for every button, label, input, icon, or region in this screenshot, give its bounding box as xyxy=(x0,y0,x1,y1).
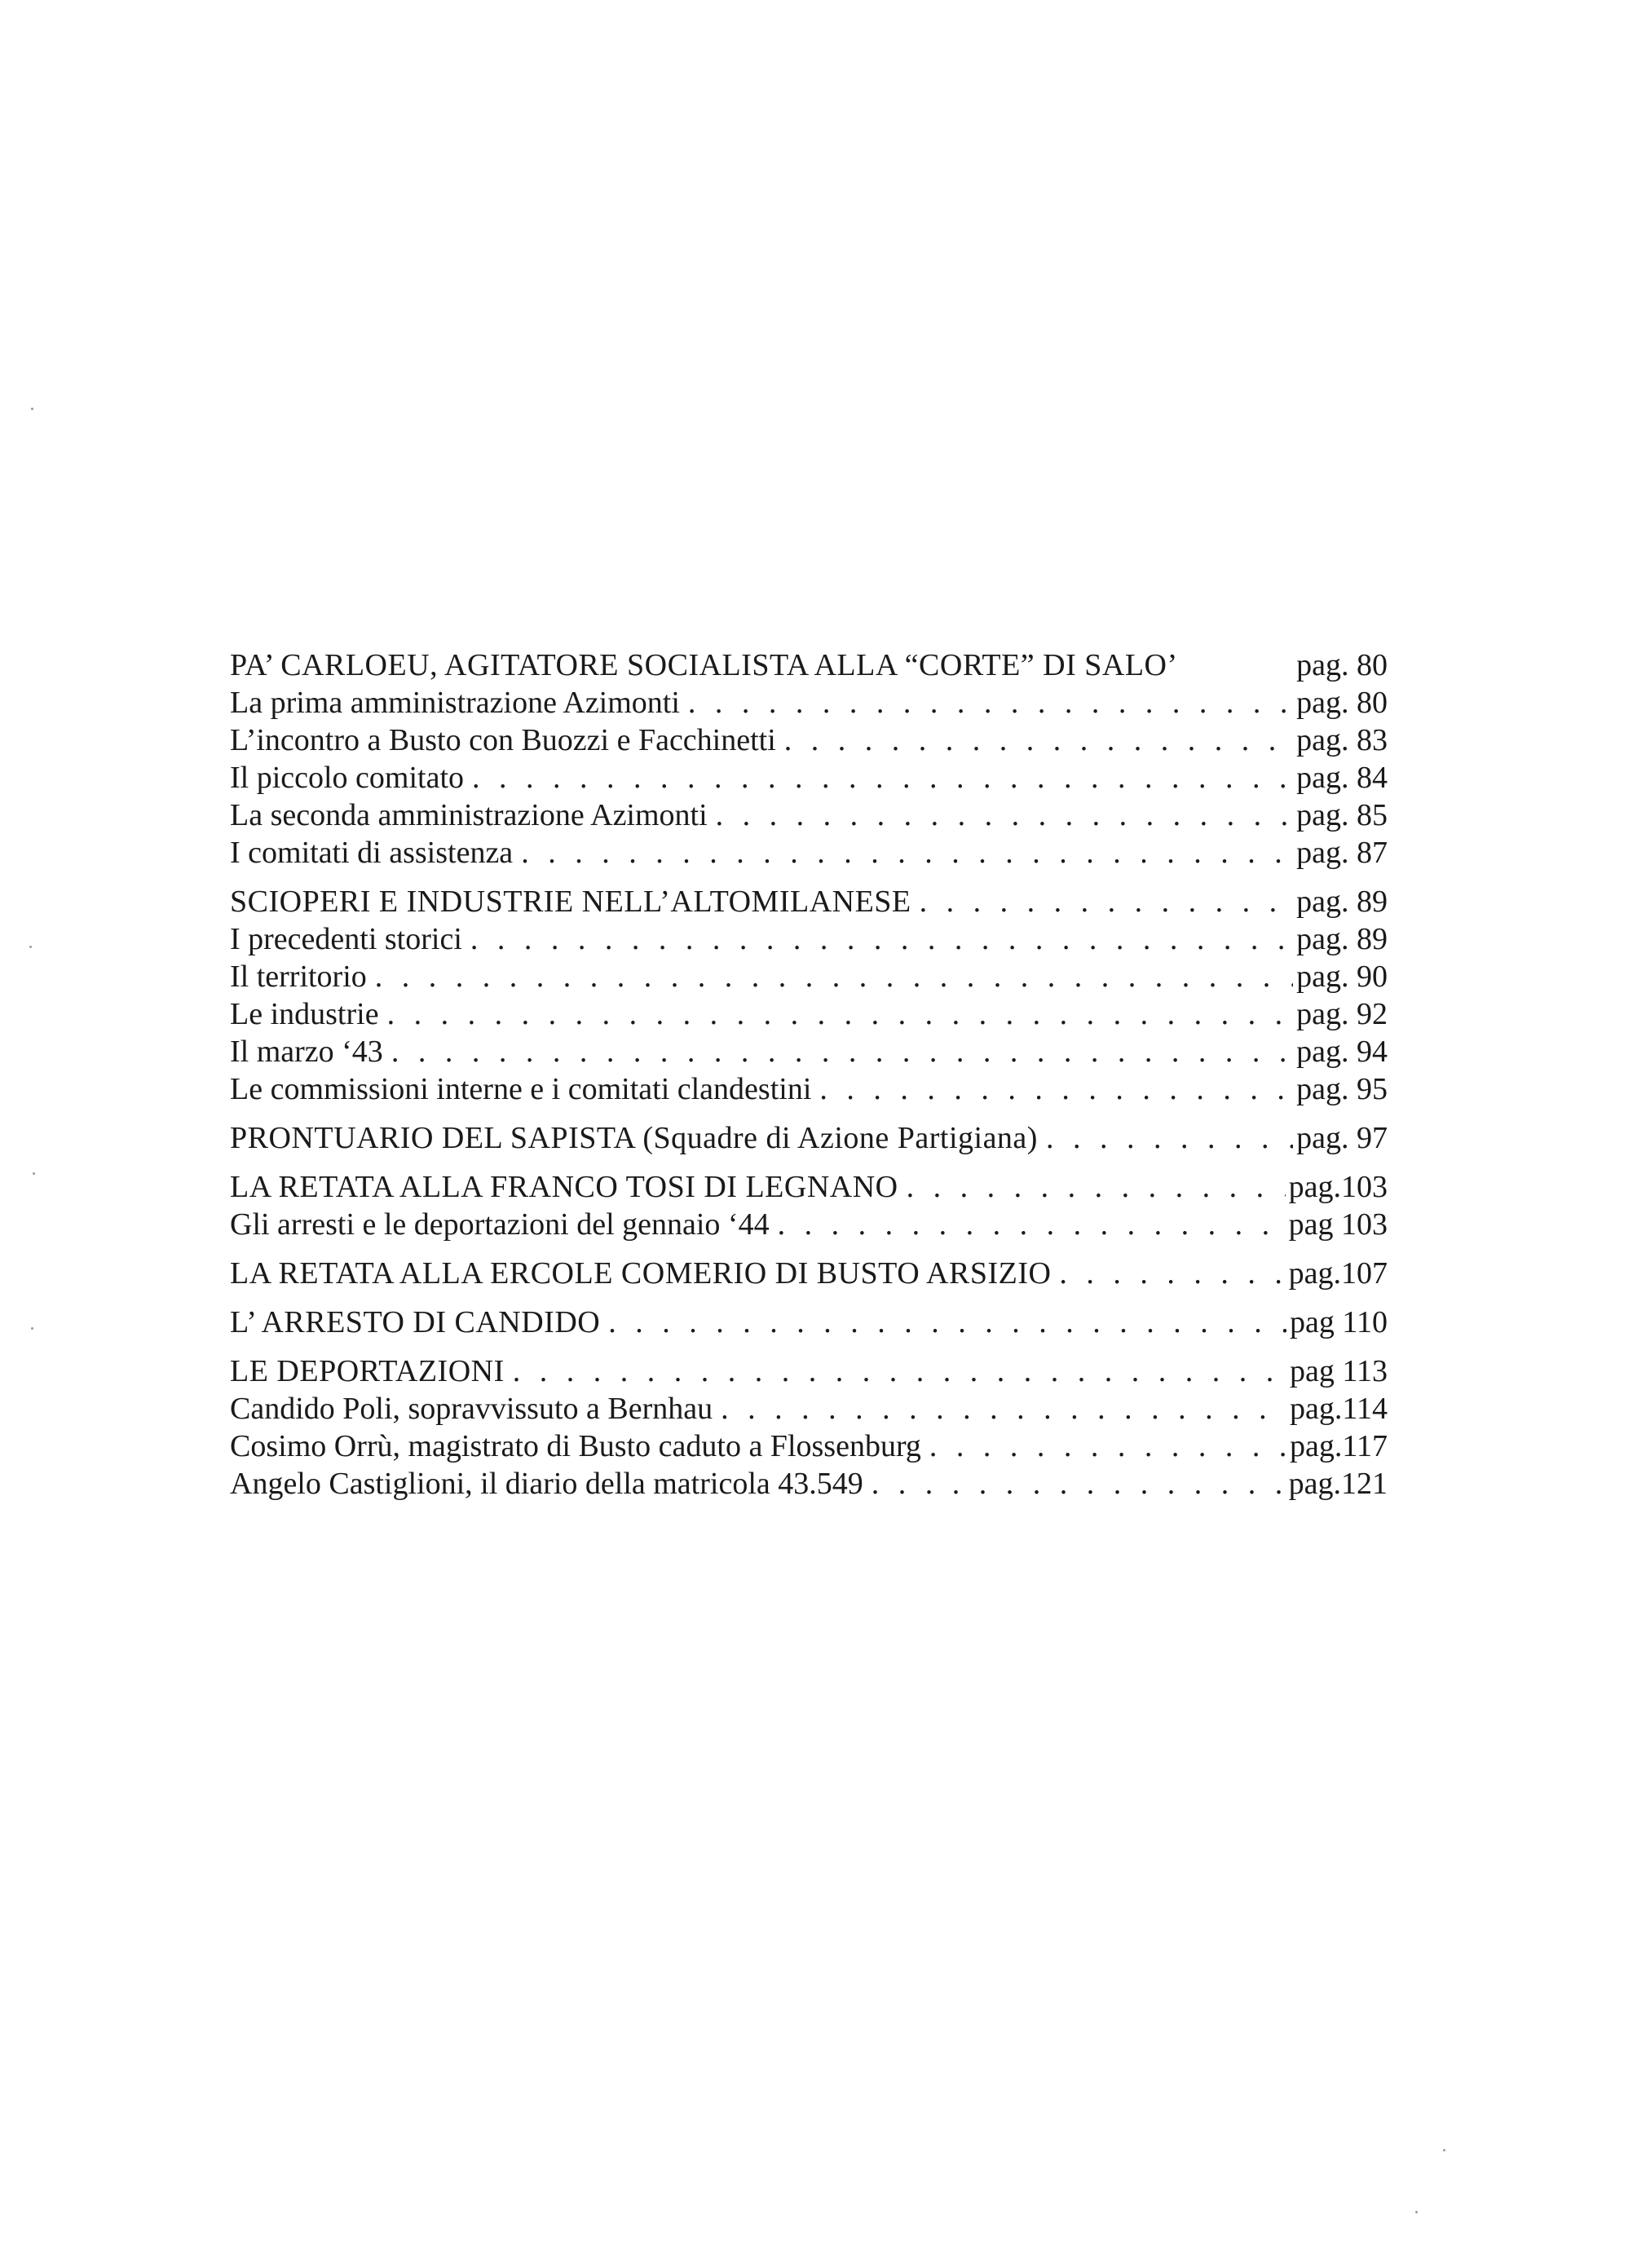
toc-entry xyxy=(230,1033,1388,1070)
scan-speck xyxy=(31,1327,33,1330)
toc-entry xyxy=(230,796,1388,834)
toc-entry-title: SCIOPERI E INDUSTRIE NELL’ALTOMILANESE xyxy=(230,885,911,919)
toc-entry-title: Angelo Castiglioni, il diario della matricola 43.549 xyxy=(230,1467,863,1501)
toc-page-number: pag. 89 xyxy=(1296,885,1388,919)
toc-section xyxy=(230,1352,1388,1502)
toc-page-number: pag 113 xyxy=(1290,1354,1388,1388)
toc-entry-title: L’incontro a Busto con Buozzi e Facchinetti xyxy=(230,723,776,757)
toc-entry xyxy=(230,684,1388,721)
toc-page-number: pag 103 xyxy=(1288,1207,1388,1242)
toc-chapter-heading xyxy=(230,1168,1388,1206)
scan-speck xyxy=(1443,2149,1445,2151)
toc-dot-leader xyxy=(513,1352,1286,1390)
toc-chapter-heading xyxy=(230,883,1388,920)
toc-page-number: pag. 95 xyxy=(1296,1072,1388,1106)
toc-page-number: pag. 80 xyxy=(1296,648,1388,682)
toc-entry xyxy=(230,1390,1388,1427)
toc-dot-leader xyxy=(521,834,1293,871)
toc-entry xyxy=(230,834,1388,871)
toc-page-number: pag. 92 xyxy=(1296,997,1388,1031)
toc-section xyxy=(230,1119,1388,1157)
toc-entry-title: LA RETATA ALLA ERCOLE COMERIO DI BUSTO ARSIZIO xyxy=(230,1256,1052,1291)
toc-entry xyxy=(230,958,1388,995)
toc-entry xyxy=(230,721,1388,759)
toc-entry-title: Il piccolo comitato xyxy=(230,761,465,795)
toc-page-number: pag. 83 xyxy=(1296,723,1388,757)
toc-entry-title: LA RETATA ALLA FRANCO TOSI DI LEGNANO xyxy=(230,1170,898,1204)
toc-entry-title: La seconda amministrazione Azimonti xyxy=(230,798,708,832)
toc-chapter-heading xyxy=(230,646,1388,684)
toc-dot-leader xyxy=(778,1206,1286,1243)
toc-page-number: pag.121 xyxy=(1288,1467,1388,1501)
scan-speck xyxy=(31,408,33,410)
toc-entry xyxy=(230,920,1388,958)
toc-entry xyxy=(230,1070,1388,1108)
toc-entry xyxy=(230,759,1388,796)
toc-dot-leader xyxy=(1059,1255,1285,1292)
toc-dot-leader xyxy=(472,759,1293,796)
toc-dot-leader xyxy=(721,1390,1286,1427)
toc-page-number: pag. 89 xyxy=(1296,922,1388,956)
toc-section xyxy=(230,1255,1388,1292)
scan-speck xyxy=(33,1172,35,1175)
toc-dot-leader xyxy=(608,1304,1286,1341)
toc-entry-title: I comitati di assistenza xyxy=(230,836,514,870)
toc-page-number: pag. 87 xyxy=(1296,836,1388,870)
toc-dot-leader xyxy=(716,796,1293,834)
toc-entry-title: LE DEPORTAZIONI xyxy=(230,1354,505,1388)
toc-section xyxy=(230,646,1388,871)
toc-entry-title: Gli arresti e le deportazioni del gennaio ‘44 xyxy=(230,1207,770,1242)
toc-entry-title: Il marzo ‘43 xyxy=(230,1035,383,1069)
toc-entry-title: I precedenti storici xyxy=(230,922,462,956)
toc-dot-leader xyxy=(1046,1119,1293,1157)
toc-entry-title: PRONTUARIO DEL SAPISTA (Squadre di Azione Partigiana) xyxy=(230,1121,1038,1155)
toc-chapter-heading xyxy=(230,1352,1388,1390)
toc-entry xyxy=(230,1427,1388,1465)
toc-page-number: pag.107 xyxy=(1288,1256,1388,1291)
toc-page-number: pag. 80 xyxy=(1296,686,1388,720)
toc-dot-leader xyxy=(470,920,1293,958)
toc-dot-leader xyxy=(920,883,1293,920)
toc-dot-leader xyxy=(872,1465,1286,1502)
toc-dot-leader xyxy=(819,1070,1293,1108)
toc-page-number: pag. 90 xyxy=(1296,960,1388,994)
toc-entry xyxy=(230,995,1388,1033)
toc-entry-title: Le commissioni interne e i comitati clandestini xyxy=(230,1072,812,1106)
scan-speck xyxy=(29,946,32,948)
toc-dot-leader xyxy=(387,995,1294,1033)
toc-section xyxy=(230,883,1388,1108)
toc-dot-leader xyxy=(375,958,1293,995)
toc-dot-leader xyxy=(929,1427,1286,1465)
toc-dot-leader xyxy=(688,684,1293,721)
toc-page-number: pag.117 xyxy=(1290,1429,1388,1463)
toc-chapter-heading xyxy=(230,1255,1388,1292)
toc-page-number: pag. 84 xyxy=(1296,761,1388,795)
toc-entry-title: Le industrie xyxy=(230,997,379,1031)
toc-entry-title: Cosimo Orrù, magistrato di Busto caduto a Flossenburg xyxy=(230,1429,921,1463)
toc-page-number: pag. 85 xyxy=(1296,798,1388,832)
toc-chapter-heading xyxy=(230,1119,1388,1157)
toc-entry-title: PA’ CARLOEU, AGITATORE SOCIALISTA ALLA “CORTE” DI SALO’ xyxy=(230,648,1178,682)
toc-dot-leader xyxy=(784,721,1293,759)
toc-entry-title: Il territorio xyxy=(230,960,367,994)
toc-chapter-heading xyxy=(230,1304,1388,1341)
toc-entry xyxy=(230,1465,1388,1502)
toc-section xyxy=(230,1304,1388,1341)
toc-entry xyxy=(230,1206,1388,1243)
toc-page-number: pag.103 xyxy=(1288,1170,1388,1204)
scan-speck xyxy=(1415,2211,1418,2213)
toc-entry-title: Candido Poli, sopravvissuto a Bernhau xyxy=(230,1392,713,1426)
toc-dot-leader xyxy=(391,1033,1293,1070)
toc-section xyxy=(230,1168,1388,1243)
toc-page-number: pag. 94 xyxy=(1296,1035,1388,1069)
toc-entry-title: L’ ARRESTO DI CANDIDO xyxy=(230,1305,601,1339)
toc-dot-leader xyxy=(907,1168,1286,1206)
table-of-contents xyxy=(230,646,1388,1502)
toc-page-number: pag.114 xyxy=(1290,1392,1388,1426)
toc-entry-title: La prima amministrazione Azimonti xyxy=(230,686,680,720)
toc-page-number: pag. 97 xyxy=(1296,1121,1388,1155)
toc-page-number: pag 110 xyxy=(1290,1305,1388,1339)
